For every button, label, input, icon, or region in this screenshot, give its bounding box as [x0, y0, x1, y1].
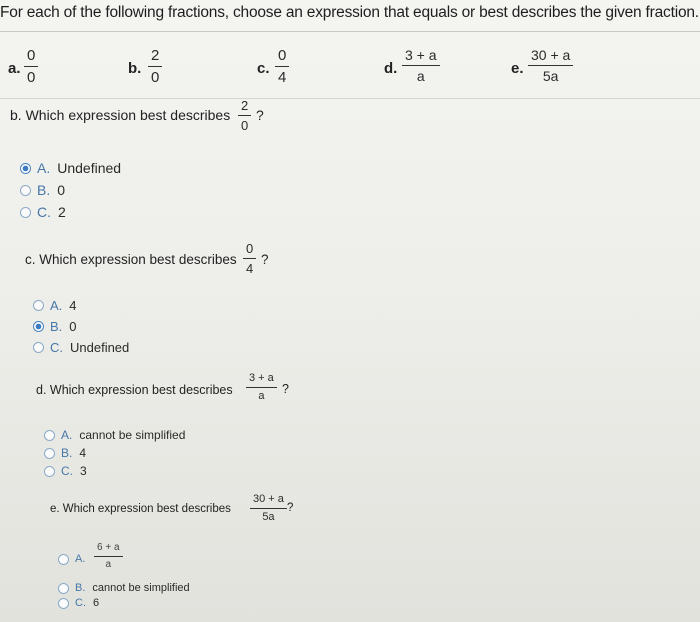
choice-c-letter: c. [257, 60, 270, 77]
choice-e-fraction: 30 + a 5a [528, 48, 573, 83]
choice-b-letter: b. [128, 60, 142, 77]
option-b-b[interactable]: B. 0 [20, 182, 65, 198]
question-mark: ? [282, 382, 289, 396]
option-e-a-fraction: 6 + a a [94, 543, 123, 570]
question-mark: ? [256, 107, 264, 123]
radio-button[interactable] [44, 448, 55, 459]
option-e-b[interactable]: B. cannot be simplified [58, 582, 190, 594]
question-d-prompt: d. Which expression best describes [36, 383, 233, 397]
question-e-fraction: 30 + a 5a [250, 494, 287, 523]
choice-b-fraction: 2 0 [148, 48, 162, 85]
choice-a-fraction: 0 0 [24, 48, 38, 85]
option-e-a[interactable]: A. [58, 553, 92, 565]
radio-button[interactable] [20, 185, 31, 196]
option-e-c[interactable]: C. 6 [58, 597, 99, 609]
question-mark: ? [287, 502, 294, 514]
option-c-a[interactable]: A. 4 [33, 298, 77, 313]
radio-button[interactable] [33, 321, 44, 332]
choice-a-letter: a. [8, 60, 21, 77]
question-mark: ? [261, 252, 269, 267]
question-e-prompt: e. Which expression best describes [50, 503, 231, 515]
radio-button[interactable] [44, 466, 55, 477]
choice-e-letter: e. [511, 60, 524, 77]
option-b-a[interactable]: A. Undefined [20, 160, 121, 176]
radio-button[interactable] [58, 554, 69, 565]
radio-button[interactable] [20, 207, 31, 218]
option-b-c[interactable]: C. 2 [20, 204, 66, 220]
choice-d-letter: d. [384, 60, 398, 77]
choice-d-fraction: 3 + a a [402, 48, 440, 83]
divider [0, 31, 700, 32]
question-d-fraction: 3 + a a [246, 373, 277, 402]
radio-button[interactable] [44, 430, 55, 441]
divider [0, 98, 700, 99]
option-d-a[interactable]: A. cannot be simplified [44, 428, 185, 442]
option-d-b[interactable]: B. 4 [44, 446, 86, 460]
radio-button[interactable] [58, 583, 69, 594]
question-c-prompt: c. Which expression best describes [25, 252, 237, 267]
radio-button[interactable] [20, 163, 31, 174]
question-b-fraction: 2 0 [238, 99, 251, 132]
instructions-text: For each of the following fractions, choose an expression that equals or best describes the given fraction. [0, 4, 699, 21]
option-c-c[interactable]: C. Undefined [33, 340, 129, 355]
choice-c-fraction: 0 4 [275, 48, 289, 85]
question-c-fraction: 0 4 [243, 242, 256, 275]
question-b-prompt: b. Which expression best describes [10, 107, 231, 123]
radio-button[interactable] [58, 598, 69, 609]
option-d-c[interactable]: C. 3 [44, 464, 87, 478]
radio-button[interactable] [33, 300, 44, 311]
radio-button[interactable] [33, 342, 44, 353]
option-c-b[interactable]: B. 0 [33, 319, 77, 334]
